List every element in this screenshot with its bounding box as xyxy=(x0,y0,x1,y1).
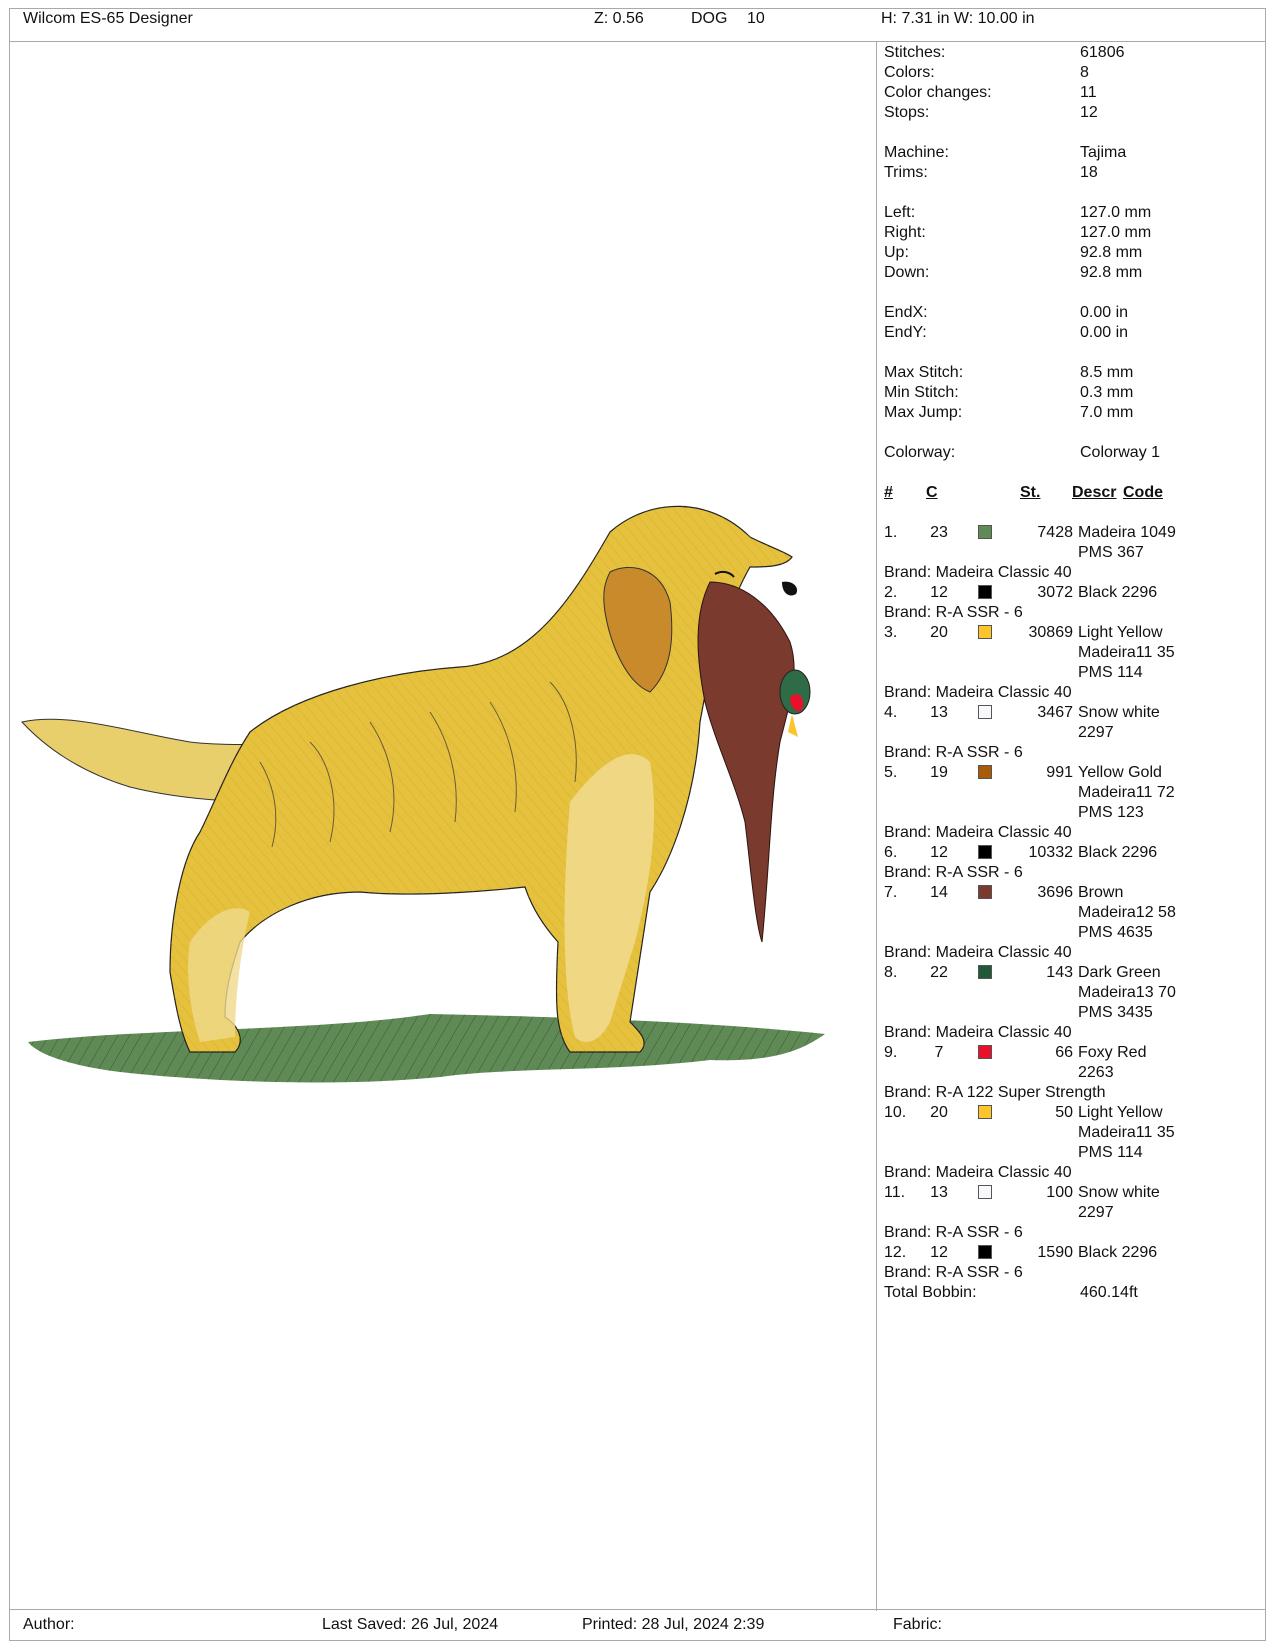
summary-value: Tajima xyxy=(1080,144,1127,161)
summary-key: Up: xyxy=(884,244,909,261)
summary-key: EndY: xyxy=(884,324,927,341)
stitch-count: 143 xyxy=(1046,964,1073,981)
header-code: Code xyxy=(1123,484,1163,501)
color-description-line xyxy=(884,1003,1264,1023)
summary-row xyxy=(884,383,1264,403)
color-description-line xyxy=(884,643,1264,663)
summary-key: Colorway: xyxy=(884,444,956,461)
summary-key: Stitches: xyxy=(884,44,946,61)
zoom-level: Z: 0.56 xyxy=(594,10,644,27)
summary-row xyxy=(884,43,1264,63)
color-swatch xyxy=(978,845,992,859)
stitch-count: 50 xyxy=(1055,1104,1073,1121)
stitch-count: 7428 xyxy=(1037,524,1073,541)
color-description: PMS 367 xyxy=(1078,544,1144,561)
color-code: 12 xyxy=(930,844,948,861)
color-number: 3. xyxy=(884,624,898,641)
color-code: 13 xyxy=(930,1184,948,1201)
stitch-count: 100 xyxy=(1046,1184,1073,1201)
app-title: Wilcom ES-65 Designer xyxy=(23,10,193,27)
color-description-line xyxy=(884,783,1264,803)
color-description: PMS 123 xyxy=(1078,804,1144,821)
summary-value: 0.3 mm xyxy=(1080,384,1134,401)
summary-value: 61806 xyxy=(1080,44,1125,61)
color-description: PMS 4635 xyxy=(1078,924,1153,941)
summary-row xyxy=(884,363,1264,383)
color-swatch xyxy=(978,1105,992,1119)
summary-value: 0.00 in xyxy=(1080,324,1129,341)
summary-value: 7.0 mm xyxy=(1080,404,1134,421)
color-description: Black 2296 xyxy=(1078,1244,1158,1261)
brand-line: Brand: R-A 122 Super Strength xyxy=(884,1084,1106,1101)
color-description: Black 2296 xyxy=(1078,844,1158,861)
summary-value: 11 xyxy=(1080,84,1097,101)
brand-line: Brand: R-A SSR - 6 xyxy=(884,744,1023,761)
color-description: 2263 xyxy=(1078,1064,1114,1081)
color-row xyxy=(884,883,1264,903)
color-description-line xyxy=(884,1203,1264,1223)
total-bobbin-value: 460.14ft xyxy=(1080,1284,1138,1301)
spacer xyxy=(884,123,1264,143)
color-row xyxy=(884,523,1264,543)
color-description: Black 2296 xyxy=(1078,584,1158,601)
summary-row xyxy=(884,103,1264,123)
color-description-line xyxy=(884,1063,1264,1083)
summary-key: Left: xyxy=(884,204,916,221)
color-description-line xyxy=(884,923,1264,943)
brand-line: Brand: Madeira Classic 40 xyxy=(884,944,1072,961)
color-description: PMS 114 xyxy=(1078,1144,1143,1161)
header-num: # xyxy=(884,484,893,501)
fabric-label: Fabric: xyxy=(893,1616,942,1633)
spacer xyxy=(884,343,1264,363)
color-description: Dark Green xyxy=(1078,964,1161,981)
color-number: 8. xyxy=(884,964,898,981)
color-description: Madeira11 35 xyxy=(1078,644,1175,661)
summary-value: 127.0 mm xyxy=(1080,204,1152,221)
color-description: PMS 3435 xyxy=(1078,1004,1153,1021)
summary-row xyxy=(884,143,1264,163)
summary-key: Stops: xyxy=(884,104,930,121)
color-description-line xyxy=(884,663,1264,683)
color-swatch xyxy=(978,625,992,639)
color-description: Light Yellow xyxy=(1078,624,1163,641)
color-swatch xyxy=(978,525,992,539)
summary-row xyxy=(884,403,1264,423)
stitch-count: 66 xyxy=(1055,1044,1073,1061)
brand-line: Brand: R-A SSR - 6 xyxy=(884,604,1023,621)
color-number: 4. xyxy=(884,704,898,721)
color-swatch xyxy=(978,1245,992,1259)
summary-key: Color changes: xyxy=(884,84,992,101)
color-swatch xyxy=(978,1045,992,1059)
summary-key: Min Stitch: xyxy=(884,384,959,401)
total-bobbin-label: Total Bobbin: xyxy=(884,1284,977,1301)
color-description-line xyxy=(884,803,1264,823)
color-code: 19 xyxy=(930,764,948,781)
color-swatch xyxy=(978,765,992,779)
summary-row xyxy=(884,443,1264,463)
color-swatch xyxy=(978,585,992,599)
header-bar xyxy=(10,9,1265,42)
color-swatch xyxy=(978,705,992,719)
dog-embroidery-image xyxy=(10,42,876,1611)
summary-key: EndX: xyxy=(884,304,928,321)
stitch-count: 991 xyxy=(1046,764,1073,781)
color-row xyxy=(884,1243,1264,1263)
summary-value: 0.00 in xyxy=(1080,304,1129,321)
color-row xyxy=(884,763,1264,783)
summary-value: 92.8 mm xyxy=(1080,244,1143,261)
color-row xyxy=(884,623,1264,643)
summary-key: Colors: xyxy=(884,64,935,81)
total-bobbin-row xyxy=(884,1283,1264,1303)
color-row xyxy=(884,843,1264,863)
stitch-count: 30869 xyxy=(1028,624,1073,641)
color-description: Light Yellow xyxy=(1078,1104,1163,1121)
color-code: 20 xyxy=(930,1104,948,1121)
stitch-count: 3467 xyxy=(1037,704,1073,721)
summary-value: 12 xyxy=(1080,104,1098,121)
color-description: PMS 114 xyxy=(1078,664,1143,681)
color-code: 7 xyxy=(934,1044,944,1061)
color-swatch xyxy=(978,1185,992,1199)
summary-key: Down: xyxy=(884,264,930,281)
summary-value: 8.5 mm xyxy=(1080,364,1134,381)
color-code: 12 xyxy=(930,584,948,601)
color-description: Snow white xyxy=(1078,704,1160,721)
color-number: 5. xyxy=(884,764,898,781)
color-number: 11. xyxy=(884,1184,906,1201)
color-number: 7. xyxy=(884,884,898,901)
design-name: DOG xyxy=(691,10,728,27)
printed-date: Printed: 28 Jul, 2024 2:39 xyxy=(582,1616,765,1633)
design-info-panel xyxy=(884,43,1264,1303)
summary-value: 127.0 mm xyxy=(1080,224,1152,241)
color-row xyxy=(884,583,1264,603)
summary-row xyxy=(884,63,1264,83)
last-saved: Last Saved: 26 Jul, 2024 xyxy=(322,1616,499,1633)
header-st: St. xyxy=(1020,484,1041,501)
color-code: 22 xyxy=(930,964,948,981)
color-description: Madeira11 72 xyxy=(1078,784,1175,801)
color-description: 2297 xyxy=(1078,724,1114,741)
brand-line: Brand: R-A SSR - 6 xyxy=(884,1264,1023,1281)
color-description: Madeira11 35 xyxy=(1078,1124,1175,1141)
brand-line: Brand: Madeira Classic 40 xyxy=(884,824,1072,841)
color-description: Madeira12 58 xyxy=(1078,904,1176,921)
summary-row xyxy=(884,163,1264,183)
stitch-count: 1590 xyxy=(1037,1244,1073,1261)
author-label: Author: xyxy=(23,1616,75,1633)
summary-key: Max Stitch: xyxy=(884,364,964,381)
summary-key: Trims: xyxy=(884,164,928,181)
spacer xyxy=(884,283,1264,303)
summary-row xyxy=(884,263,1264,283)
summary-key: Max Jump: xyxy=(884,404,963,421)
stitch-count: 3072 xyxy=(1037,584,1073,601)
brand-line: Brand: Madeira Classic 40 xyxy=(884,684,1072,701)
color-description: Snow white xyxy=(1078,1184,1160,1201)
summary-row xyxy=(884,223,1264,243)
summary-row xyxy=(884,323,1264,343)
summary-row xyxy=(884,83,1264,103)
summary-key: Right: xyxy=(884,224,926,241)
color-code: 23 xyxy=(930,524,948,541)
summary-value: 92.8 mm xyxy=(1080,264,1143,281)
footer-bar xyxy=(10,1609,1265,1640)
summary-row xyxy=(884,203,1264,223)
color-code: 14 xyxy=(930,884,948,901)
design-size: H: 7.31 in W: 10.00 in xyxy=(881,10,1035,27)
brand-line: Brand: Madeira Classic 40 xyxy=(884,1164,1072,1181)
color-swatch xyxy=(978,885,992,899)
color-description: Madeira13 70 xyxy=(1078,984,1176,1001)
color-description-line xyxy=(884,543,1264,563)
color-row xyxy=(884,1043,1264,1063)
color-row xyxy=(884,963,1264,983)
summary-value: 8 xyxy=(1080,64,1089,81)
color-description-line xyxy=(884,983,1264,1003)
color-row xyxy=(884,1183,1264,1203)
design-number: 10 xyxy=(747,10,765,27)
color-table-header xyxy=(884,483,1264,503)
color-number: 9. xyxy=(884,1044,898,1061)
brand-line: Brand: Madeira Classic 40 xyxy=(884,564,1072,581)
color-description-line xyxy=(884,1143,1264,1163)
color-row xyxy=(884,703,1264,723)
color-code: 20 xyxy=(930,624,948,641)
brand-line: Brand: Madeira Classic 40 xyxy=(884,1024,1072,1041)
color-description-line xyxy=(884,723,1264,743)
color-description: Foxy Red xyxy=(1078,1044,1147,1061)
spacer xyxy=(884,183,1264,203)
summary-key: Machine: xyxy=(884,144,949,161)
stitch-count: 10332 xyxy=(1028,844,1073,861)
brand-line: Brand: R-A SSR - 6 xyxy=(884,1224,1023,1241)
color-description: 2297 xyxy=(1078,1204,1114,1221)
color-number: 10. xyxy=(884,1104,907,1121)
color-description: Madeira 1049 xyxy=(1078,524,1176,541)
color-number: 6. xyxy=(884,844,898,861)
color-description: Brown xyxy=(1078,884,1124,901)
panel-divider xyxy=(876,42,877,1611)
color-number: 2. xyxy=(884,584,898,601)
summary-row xyxy=(884,303,1264,323)
color-swatch xyxy=(978,965,992,979)
brand-line: Brand: R-A SSR - 6 xyxy=(884,864,1023,881)
color-description: Yellow Gold xyxy=(1078,764,1162,781)
stitch-count: 3696 xyxy=(1037,884,1073,901)
design-preview xyxy=(10,42,876,1611)
header-descr: Descr xyxy=(1072,484,1117,501)
color-code: 12 xyxy=(930,1244,948,1261)
color-row xyxy=(884,1103,1264,1123)
color-code: 13 xyxy=(930,704,948,721)
spacer xyxy=(884,423,1264,443)
color-description-line xyxy=(884,1123,1264,1143)
print-sheet xyxy=(9,8,1266,1641)
summary-value: 18 xyxy=(1080,164,1098,181)
header-c: C xyxy=(926,484,938,501)
color-number: 12. xyxy=(884,1244,907,1261)
summary-value: Colorway 1 xyxy=(1080,444,1161,461)
summary-row xyxy=(884,243,1264,263)
color-number: 1. xyxy=(884,524,898,541)
color-description-line xyxy=(884,903,1264,923)
